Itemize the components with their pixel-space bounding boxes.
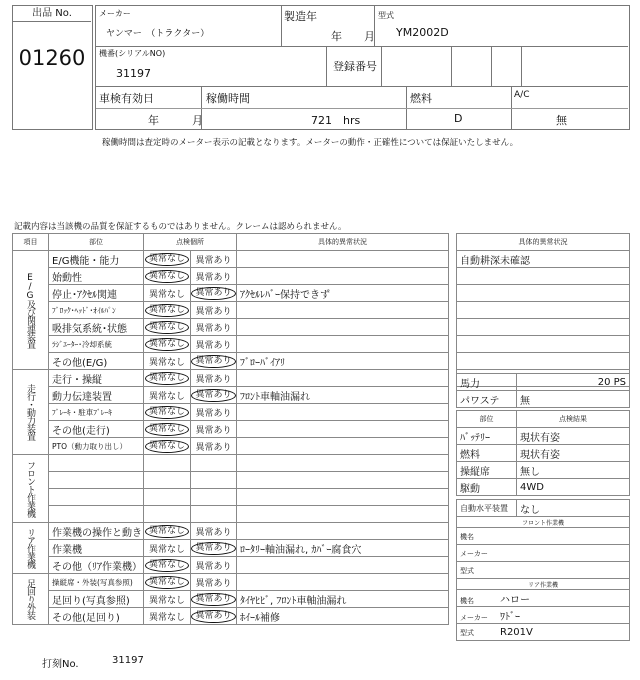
check-ng[interactable] bbox=[191, 285, 237, 302]
serial-label: 機番(シリアルNO) bbox=[99, 49, 166, 58]
table-row bbox=[13, 523, 449, 540]
vehicle-info bbox=[95, 5, 630, 130]
field-value: ハロー bbox=[500, 594, 530, 606]
implement-field bbox=[457, 562, 630, 579]
check-ng[interactable] bbox=[191, 489, 237, 506]
part-label: 走行・操縦 bbox=[49, 370, 144, 387]
table-row bbox=[13, 302, 449, 319]
part-label: E/G機能・能力 bbox=[49, 251, 144, 268]
check-ng[interactable] bbox=[191, 370, 237, 387]
part-label: その他（ﾘｱ作業機） bbox=[49, 557, 144, 574]
field-label: メーカー bbox=[460, 613, 488, 622]
check-row bbox=[457, 462, 630, 479]
table-row bbox=[13, 455, 449, 472]
abn-header: 具体的異常状況 bbox=[457, 234, 630, 251]
check-ok[interactable] bbox=[144, 302, 191, 319]
table-row bbox=[13, 489, 449, 506]
implement-field bbox=[457, 624, 630, 641]
check-ok[interactable] bbox=[144, 319, 191, 336]
year-label: 製造年 bbox=[284, 10, 317, 23]
check-row bbox=[457, 445, 630, 462]
no-abnormality-option: 異常なし bbox=[145, 338, 189, 351]
check-ok[interactable] bbox=[144, 472, 191, 489]
fuel-label: 燃料 bbox=[410, 92, 432, 105]
check-ok[interactable] bbox=[144, 353, 191, 370]
check-ok[interactable] bbox=[144, 387, 191, 404]
check-result: 現状有姿 bbox=[517, 445, 630, 462]
detail-text bbox=[237, 455, 449, 472]
detail-text bbox=[237, 319, 449, 336]
no-abnormality-option: 異常なし bbox=[148, 357, 185, 368]
abnormality-option: 異常あり bbox=[195, 578, 232, 589]
check-ok[interactable] bbox=[144, 421, 191, 438]
check-ng[interactable] bbox=[191, 591, 237, 608]
fuel-value: D bbox=[454, 112, 463, 125]
model-value: YM2002D bbox=[396, 26, 449, 39]
check-ng[interactable] bbox=[191, 404, 237, 421]
hp-label: 馬力 bbox=[457, 374, 517, 391]
abn-row bbox=[457, 319, 630, 336]
detail-text bbox=[237, 404, 449, 421]
table-header bbox=[13, 234, 449, 251]
check-ng[interactable] bbox=[191, 319, 237, 336]
rear-implement-row bbox=[457, 607, 630, 624]
no-abnormality-option: 異常なし bbox=[145, 372, 189, 385]
part-label bbox=[49, 489, 144, 506]
detail-text: ﾌﾛﾝﾄ車軸油漏れ bbox=[237, 387, 449, 404]
field-label: 機名 bbox=[460, 596, 474, 605]
registration-label: 登録番号 bbox=[333, 60, 377, 73]
detail-text: ﾎｲｰﾙ補修 bbox=[237, 608, 449, 625]
check-ok[interactable] bbox=[144, 285, 191, 302]
category-label: 足回り外装 bbox=[13, 574, 49, 625]
check-ng[interactable] bbox=[191, 557, 237, 574]
abnormality-option: 異常あり bbox=[195, 561, 232, 572]
serial-value: 31197 bbox=[116, 67, 151, 80]
no-abnormality-option: 異常なし bbox=[145, 440, 189, 453]
table-row bbox=[13, 506, 449, 523]
field-label: 型式 bbox=[460, 566, 474, 575]
check-ng[interactable] bbox=[191, 251, 237, 268]
category-label: E/G及び関連装置 bbox=[13, 251, 49, 370]
no-abnormality-option: 異常なし bbox=[145, 321, 189, 334]
check-box bbox=[456, 410, 630, 496]
table-row bbox=[13, 608, 449, 625]
check-ok[interactable] bbox=[144, 404, 191, 421]
table-row bbox=[13, 557, 449, 574]
ps-value: 無 bbox=[517, 391, 630, 408]
abnormality-option: 異常あり bbox=[195, 425, 232, 436]
table-row bbox=[13, 404, 449, 421]
implement-field bbox=[457, 607, 630, 624]
part-label: ﾌﾞﾛｯｸ･ﾍｯﾄﾞ･ｵｲﾙﾊﾟﾝ bbox=[49, 302, 144, 319]
detail-text bbox=[237, 268, 449, 285]
no-abnormality-option: 異常なし bbox=[145, 253, 189, 266]
col-category: 項目 bbox=[13, 234, 49, 251]
check-ng[interactable] bbox=[191, 353, 237, 370]
detail-text bbox=[237, 506, 449, 523]
check-ng[interactable] bbox=[191, 574, 237, 591]
check-ok[interactable] bbox=[144, 540, 191, 557]
implement-field bbox=[457, 528, 630, 545]
no-abnormality-option: 異常なし bbox=[145, 423, 189, 436]
check-ng[interactable] bbox=[191, 387, 237, 404]
hours-label: 稼働時間 bbox=[206, 92, 250, 105]
implement-field bbox=[457, 545, 630, 562]
detail-text bbox=[237, 302, 449, 319]
maker-value: ヤンマー （トラクター） bbox=[106, 29, 210, 39]
check-ok[interactable] bbox=[144, 370, 191, 387]
col-check: 点検個所 bbox=[144, 234, 237, 251]
category-label: フロント作業機 bbox=[13, 455, 49, 523]
part-label bbox=[49, 506, 144, 523]
table-row bbox=[13, 370, 449, 387]
ac-label: A/C bbox=[514, 90, 530, 100]
detail-text bbox=[237, 438, 449, 455]
part-label: 作業機 bbox=[49, 540, 144, 557]
part-label: 操縦席・外装(写真参照) bbox=[49, 574, 144, 591]
check-ok[interactable] bbox=[144, 574, 191, 591]
check-ng[interactable] bbox=[191, 608, 237, 625]
abnormality-option: 異常あり bbox=[191, 287, 235, 300]
level-value: なし bbox=[517, 500, 630, 517]
rear-implement-header: リア作業機 bbox=[457, 579, 630, 590]
detail-text bbox=[237, 489, 449, 506]
maker-label: メーカー bbox=[99, 9, 131, 18]
abn-row: 自動耕深未確認 bbox=[457, 251, 630, 268]
abn-row bbox=[457, 353, 630, 370]
abn-row bbox=[457, 336, 630, 353]
no-abnormality-option: 異常なし bbox=[148, 595, 185, 606]
abnormality-option: 異常あり bbox=[195, 306, 232, 317]
abnormality-option: 異常あり bbox=[195, 442, 232, 453]
implement-field bbox=[457, 590, 630, 607]
check-ok[interactable] bbox=[144, 251, 191, 268]
no-abnormality-option: 異常なし bbox=[145, 304, 189, 317]
right-abnormal-box bbox=[456, 233, 630, 387]
lot-number: 01260 bbox=[18, 46, 86, 70]
check-ok[interactable] bbox=[144, 557, 191, 574]
detail-text: ｱｸｾﾙﾚﾊﾞｰ保持できず bbox=[237, 285, 449, 302]
detail-text bbox=[237, 251, 449, 268]
check-ng[interactable] bbox=[191, 540, 237, 557]
stamp-label: 打刻No. bbox=[42, 659, 79, 670]
part-label bbox=[49, 472, 144, 489]
rear-implement-row bbox=[457, 624, 630, 641]
part-label: 作業機の操作と動き bbox=[49, 523, 144, 540]
check-row bbox=[457, 428, 630, 445]
check-ng[interactable] bbox=[191, 472, 237, 489]
hours-value: 721 hrs bbox=[311, 114, 361, 127]
part-label: ﾗｼﾞｴｰﾀｰ･冷却系統 bbox=[49, 336, 144, 353]
check-result: 無し bbox=[517, 462, 630, 479]
no-abnormality-option: 異常なし bbox=[145, 576, 189, 589]
check-header-part: 部位 bbox=[457, 411, 517, 428]
detail-text bbox=[237, 574, 449, 591]
abnormality-option: 異常あり bbox=[191, 389, 235, 402]
part-label: その他(E/G) bbox=[49, 353, 144, 370]
detail-text bbox=[237, 336, 449, 353]
check-ok[interactable] bbox=[144, 438, 191, 455]
abnormality-option: 異常あり bbox=[191, 355, 235, 368]
inspection-label: 車検有効日 bbox=[99, 92, 154, 105]
check-ok[interactable] bbox=[144, 608, 191, 625]
check-part: ﾊﾞｯﾃﾘｰ bbox=[457, 428, 517, 445]
table-row bbox=[13, 353, 449, 370]
abnormality-option: 異常あり bbox=[195, 323, 232, 334]
field-label: メーカー bbox=[460, 549, 488, 558]
detail-text bbox=[237, 557, 449, 574]
col-part: 部位 bbox=[49, 234, 144, 251]
check-ok[interactable] bbox=[144, 523, 191, 540]
check-ng[interactable] bbox=[191, 506, 237, 523]
check-result: 4WD bbox=[517, 479, 630, 496]
check-part: 駆動 bbox=[457, 479, 517, 496]
field-label: 機名 bbox=[460, 532, 474, 541]
ps-label: パワステ bbox=[457, 391, 517, 408]
lot-box bbox=[12, 5, 93, 130]
abnormality-option: 異常あり bbox=[191, 610, 235, 623]
category-label: 走行・動力装置 bbox=[13, 370, 49, 455]
field-label: 型式 bbox=[460, 628, 474, 637]
check-header-result: 点検結果 bbox=[517, 411, 630, 428]
col-detail: 具体的異常状況 bbox=[237, 234, 449, 251]
no-abnormality-option: 異常なし bbox=[145, 270, 189, 283]
no-abnormality-option: 異常なし bbox=[148, 544, 185, 555]
lot-label: 出品 No. bbox=[13, 6, 91, 22]
check-part: 燃料 bbox=[457, 445, 517, 462]
category-label: リア作業機 bbox=[13, 523, 49, 574]
no-abnormality-option: 異常なし bbox=[148, 391, 185, 402]
table-row bbox=[13, 285, 449, 302]
table-row bbox=[13, 472, 449, 489]
no-abnormality-option: 異常なし bbox=[145, 559, 189, 572]
detail-text bbox=[237, 472, 449, 489]
detail-text: ﾛｰﾀﾘｰ軸油漏れ, ｶﾊﾞｰ腐食穴 bbox=[237, 540, 449, 557]
abnormality-option: 異常あり bbox=[195, 408, 232, 419]
table-row bbox=[13, 319, 449, 336]
check-ng[interactable] bbox=[191, 455, 237, 472]
hp-value: 20 PS bbox=[517, 374, 630, 391]
abnormality-option: 異常あり bbox=[195, 255, 232, 266]
front-implement-header: フロント作業機 bbox=[457, 517, 630, 528]
part-label bbox=[49, 455, 144, 472]
abnormality-option: 異常あり bbox=[195, 340, 232, 351]
front-implement-row bbox=[457, 528, 630, 545]
table-row bbox=[13, 421, 449, 438]
table-row bbox=[13, 574, 449, 591]
field-value: ﾜﾄﾞｰ bbox=[500, 611, 520, 623]
part-label: その他(足回り) bbox=[49, 608, 144, 625]
check-ok[interactable] bbox=[144, 506, 191, 523]
abnormality-option: 異常あり bbox=[195, 527, 232, 538]
ac-value: 無 bbox=[556, 114, 567, 127]
check-ng[interactable] bbox=[191, 438, 237, 455]
detail-text bbox=[237, 421, 449, 438]
level-label: 自動水平装置 bbox=[457, 500, 517, 517]
table-row bbox=[13, 591, 449, 608]
abnormality-option: 異常あり bbox=[195, 374, 232, 385]
abn-row bbox=[457, 268, 630, 285]
abnormality-option: 異常あり bbox=[191, 542, 235, 555]
table-row bbox=[13, 438, 449, 455]
disclaimer: 記載内容は当該機の品質を保証するものではありません。クレームは認められません。 bbox=[14, 222, 347, 232]
model-label: 型式 bbox=[378, 11, 394, 20]
check-ok[interactable] bbox=[144, 591, 191, 608]
part-label: 始動性 bbox=[49, 268, 144, 285]
part-label: その他(走行) bbox=[49, 421, 144, 438]
check-ok[interactable] bbox=[144, 489, 191, 506]
no-abnormality-option: 異常なし bbox=[148, 612, 185, 623]
part-label: PTO（動力取り出し） bbox=[49, 438, 144, 455]
detail-text bbox=[237, 370, 449, 387]
part-label: 吸排気系統･状態 bbox=[49, 319, 144, 336]
check-result: 現状有姿 bbox=[517, 428, 630, 445]
check-ng[interactable] bbox=[191, 336, 237, 353]
front-implement-row bbox=[457, 545, 630, 562]
implement-box bbox=[456, 499, 630, 641]
detail-text: ﾀｲﾔﾋﾋﾞ, ﾌﾛﾝﾄ車軸油漏れ bbox=[237, 591, 449, 608]
table-row bbox=[13, 251, 449, 268]
table-row bbox=[13, 387, 449, 404]
check-ng[interactable] bbox=[191, 421, 237, 438]
check-ng[interactable] bbox=[191, 523, 237, 540]
abnormality-option: 異常あり bbox=[191, 593, 235, 606]
part-label: ﾌﾞﾚｰｷ・駐車ﾌﾞﾚｰｷ bbox=[49, 404, 144, 421]
check-row bbox=[457, 479, 630, 496]
table-row bbox=[13, 336, 449, 353]
detail-text: ﾌﾞﾛｰﾊﾞｲｱﾘ bbox=[237, 353, 449, 370]
check-ok[interactable] bbox=[144, 455, 191, 472]
year-value: 年 月 bbox=[331, 30, 375, 43]
rear-implement-row bbox=[457, 590, 630, 607]
abn-row bbox=[457, 302, 630, 319]
no-abnormality-option: 異常なし bbox=[145, 406, 189, 419]
inspection-value: 年 月 bbox=[148, 114, 203, 127]
hours-note: 稼働時間は査定時のメーター表示の記載となります。メーターの動作・正確性については保証いたしません。 bbox=[102, 138, 519, 148]
check-part: 操縦席 bbox=[457, 462, 517, 479]
front-implement-row bbox=[457, 562, 630, 579]
no-abnormality-option: 異常なし bbox=[148, 289, 185, 300]
stamp-value: 31197 bbox=[112, 655, 144, 666]
inspection-table bbox=[12, 233, 449, 625]
field-value: R201V bbox=[500, 626, 533, 638]
part-label: 足回り(写真参照) bbox=[49, 591, 144, 608]
detail-text bbox=[237, 523, 449, 540]
check-ng[interactable] bbox=[191, 268, 237, 285]
check-ok[interactable] bbox=[144, 268, 191, 285]
abnormality-option: 異常あり bbox=[195, 272, 232, 283]
no-abnormality-option: 異常なし bbox=[145, 525, 189, 538]
spec-box bbox=[456, 373, 630, 408]
check-ng[interactable] bbox=[191, 302, 237, 319]
table-row bbox=[13, 540, 449, 557]
part-label: 停止･ｱｸｾﾙ関連 bbox=[49, 285, 144, 302]
part-label: 動力伝達装置 bbox=[49, 387, 144, 404]
abn-row bbox=[457, 285, 630, 302]
table-row bbox=[13, 268, 449, 285]
check-ok[interactable] bbox=[144, 336, 191, 353]
